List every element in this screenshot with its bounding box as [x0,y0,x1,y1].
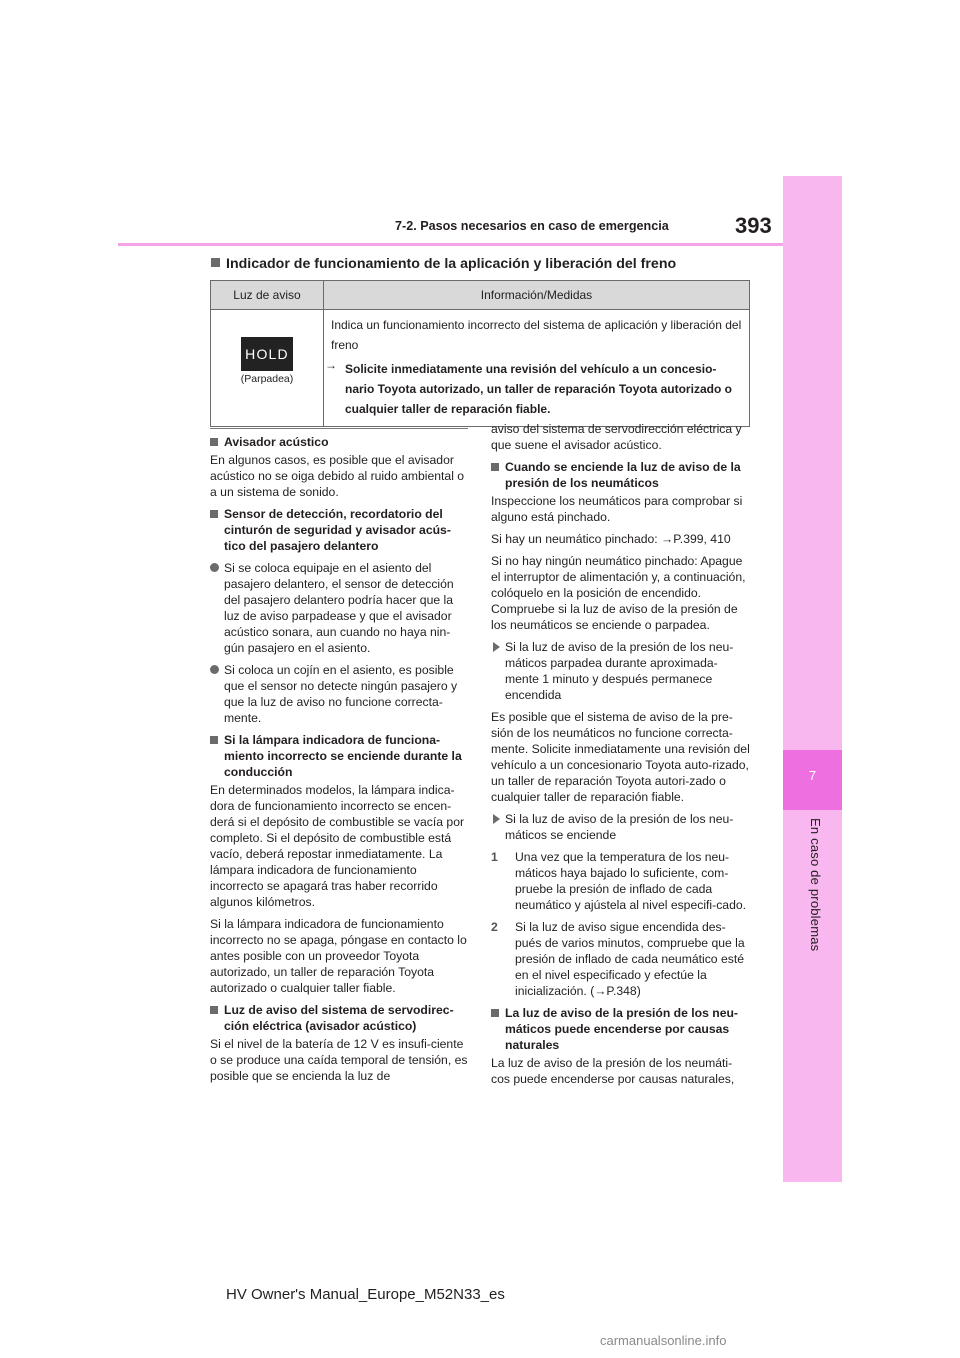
page-number: 393 [735,213,772,238]
square-bullet-icon [210,510,218,518]
subheading [210,732,468,780]
paragraph: Si hay un neumático pinchado: →P.399, 410 [491,532,731,546]
circle-bullet-icon [210,665,219,674]
table-header-info: Información/Medidas [324,281,750,310]
header-rule [118,243,783,246]
square-bullet-icon [210,736,218,744]
subheading [491,459,750,491]
warning-light-table [210,280,750,427]
triangle-bullet-icon [493,814,500,824]
square-bullet-icon [491,463,499,471]
list-item-text: Si coloca un cojín en el asiento, es posible que el sensor no detecte ningún pasajero y que la luz de aviso no funcione correcta-mente. [224,663,458,725]
main-heading-text: Indicador de funcionamiento de la aplicación y liberación del freno [226,256,677,272]
paragraph: Es posible que el sistema de aviso de la pre-sión de los neumáticos no funcione correcta-mente. Solicite inmediatamente una revisión del vehículo a un concesionario Toyota auto-rizado, un taller de reparación Toyota autori-zado o cualquier taller de reparación fiable. [491,710,750,804]
right-column [491,421,750,1093]
arrow-right-icon: → [325,358,337,372]
list-item-text: Si la luz de aviso de la presión de los neu-máticos parpadea durante aproximada-mente 1 minuto y después permanece encendida [505,640,734,702]
subheading [210,1002,468,1034]
step-text: Si la luz de aviso sigue encendida des-pués de varios minutos, compruebe que la presión de inflado de cada neumático esté en el nivel especificado y efectúe la inicialización. (→P.348) [515,920,745,998]
separator-rule [210,428,468,429]
table-cell-info [324,310,750,427]
paragraph: Si no hay ningún neumático pinchado: Apague el interruptor de alimentación y, a continuación, colóquelo en la posición de encendido. Compruebe si la luz de aviso de la presión de los neumáticos se enciende o parpadea. [491,554,746,632]
main-heading [211,256,676,272]
left-column [210,434,468,1090]
hold-icon-label: HOLD [245,346,289,362]
step-number: 1 [491,850,498,864]
chapter-sidebar [783,176,842,1182]
section-title: 7-2. Pasos necesarios en caso de emergencia [395,219,669,233]
list-item-text: Si se coloca equipaje en el asiento del pasajero delantero, el sensor de detección del pasajero delantero podría hacer que la luz de aviso parpadease y que el avisador acústico sonara, aun cuando no haya nin-gún pasajero en el asiento. [224,561,454,655]
square-bullet-icon [491,1009,499,1017]
table-header-light: Luz de aviso [211,281,324,310]
list-item [210,662,468,726]
step-text: Una vez que la temperatura de los neu-máticos haya bajado lo suficiente, com-pruebe la presión de inflado de cada neumático y ajústela al nivel especifi-cado. [515,850,747,912]
info-text: Indica un funcionamiento incorrecto del sistema de aplicación y liberación del freno [331,318,742,352]
subheading-text: Luz de aviso del sistema de servodirec-ción eléctrica (avisador acústico) [224,1003,454,1033]
subheading [491,1005,750,1053]
list-item-text: Si la luz de aviso de la presión de los neu-máticos se enciende [505,812,734,842]
paragraph: Si la lámpara indicadora de funcionamiento incorrecto no se apaga, póngase en contacto lo antes posible con un proveedor Toyota autorizado, un taller de reparación Toyota autorizado o cualquier taller fiable. [210,917,467,995]
paragraph: En algunos casos, es posible que el avisador acústico no se oiga debido al ruido ambiental o a un sistema de sonido. [210,453,465,499]
square-bullet-icon [210,1006,218,1014]
paragraph: La luz de aviso de la presión de los neumáti-cos puede encenderse por causas naturales, [491,1056,735,1086]
chapter-title: En caso de problemas [808,818,823,952]
action-text [325,355,748,425]
table-cell-light [211,310,324,427]
subheading-text: Sensor de detección, recordatorio del cinturón de seguridad y avisador acús-tico del pasajero delantero [224,507,451,553]
chapter-number: 7 [808,768,817,783]
numbered-step [491,919,750,999]
paragraph: En determinados modelos, la lámpara indica-dora de funcionamiento incorrecto se encen-derá si el depósito de combustible se vacía por completo. Si el depósito de combustible está vacío, deberá repostar inmediatamente. La lámpara indicadora de funcionamiento incorrecto se apagará tras haber recorrido algunos kilómetros. [210,783,465,909]
triangle-bullet-icon [493,642,500,652]
step-number: 2 [491,920,498,934]
subheading-text: Avisador acústico [224,435,329,449]
circle-bullet-icon [210,563,219,572]
subheading [210,434,468,450]
subheading [210,506,468,554]
list-item [491,811,750,843]
paragraph: Si el nivel de la batería de 12 V es insufi-ciente o se produce una caída temporal de tensión, es posible que se encienda la luz de [210,1037,468,1083]
subheading-text: Cuando se enciende la luz de aviso de la presión de los neumáticos [505,460,741,490]
action-text-content: Solicite inmediatamente una revisión del vehículo a un concesio-nario Toyota autorizado, un taller de reparación Toyota autorizado o cualquier taller de reparación fiable. [345,362,732,416]
paragraph: aviso del sistema de servodirección eléctrica y que suene el avisador acústico. [491,422,742,452]
paragraph: Inspeccione los neumáticos para comprobar si alguno está pinchado. [491,494,743,524]
icon-caption: (Parpadea) [240,373,294,385]
footer-text: HV Owner's Manual_Europe_M52N33_es [226,1286,505,1303]
subheading-text: Si la lámpara indicadora de funciona-miento incorrecto se enciende durante la conducción [224,733,462,779]
watermark-link[interactable]: carmanualsonline.info [600,1333,727,1348]
hold-warning-icon [241,337,293,371]
numbered-step [491,849,750,913]
square-bullet-icon [210,438,218,446]
subheading-text: La luz de aviso de la presión de los neu-máticos puede encenderse por causas naturales [505,1006,738,1052]
list-item [491,639,750,703]
list-item [210,560,468,656]
square-bullet-icon [211,258,220,267]
